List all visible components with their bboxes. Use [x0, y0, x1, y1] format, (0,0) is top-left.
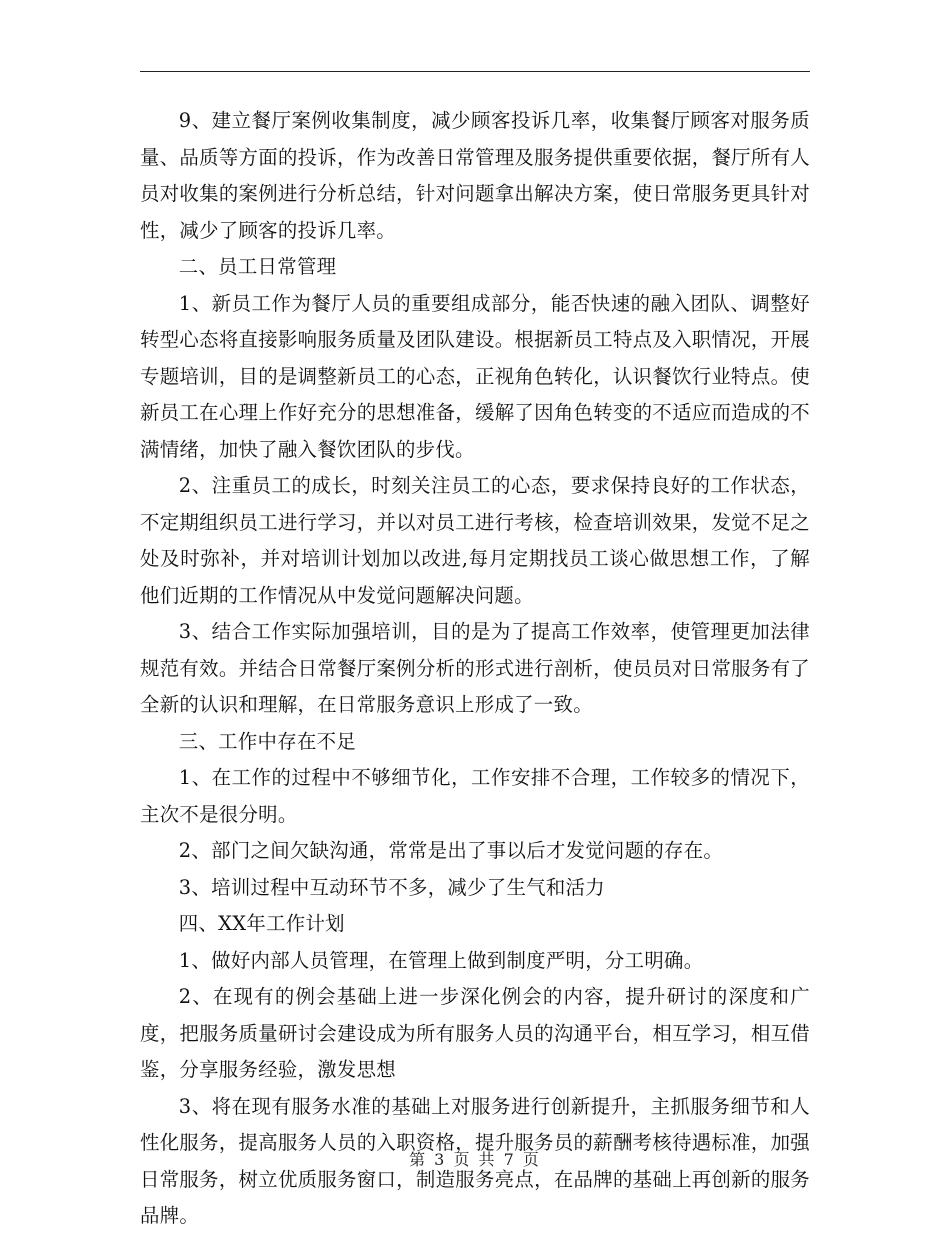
- paragraph-shortcoming-1: 1、在工作的过程中不够细节化，工作安排不合理，工作较多的情况下，主次不是很分明。: [140, 766, 810, 826]
- paragraph-staff-3: 3、结合工作实际加强培训，目的是为了提高工作效率，使管理更加法律规范有效。并结合日常餐厅案例分析的形式进行剖析，使员员对日常服务有了全新的认识和理解，在日常服务意识上形成了一致。: [140, 620, 810, 716]
- paragraph-plan-3: 3、将在现有服务水准的基础上对服务进行创新提升，主抓服务细节和人性化服务，提高服务人员的入职资格，提升服务员的薪酬考核待遇标准，加强日常服务，树立优质服务窗口，制造服务亮点，在品牌的基础上再创新的服务品牌。: [140, 1094, 810, 1227]
- paragraph-staff-1: 1、新员工作为餐厅人员的重要组成部分，能否快速的融入团队、调整好转型心态将直接影响服务质量及团队建设。根据新员工特点及入职情况，开展专题培训，目的是调整新员工的心态，正视角色转化，认识餐饮行业特点。使新员工在心理上作好充分的思想准备，缓解了因角色转变的不适应而造成的不满情绪，加快了融入餐饮团队的步伐。: [140, 291, 810, 461]
- section-heading-shortcomings: 三、工作中存在不足: [178, 729, 357, 753]
- paragraph-shortcoming-3: 3、培训过程中互动环节不多，减少了生气和活力: [178, 875, 605, 899]
- section-heading-staff-management: 二、员工日常管理: [178, 255, 337, 278]
- page-footer: 第 3 页 共 7 页: [409, 1150, 541, 1169]
- document-body: [140, 103, 810, 1235]
- paragraph-item-9: 9、建立餐厅案例收集制度，减少顾客投诉几率，收集餐厅顾客对服务质量、品质等方面的投诉，作为改善日常管理及服务提供重要依据，餐厅所有人员对收集的案例进行分析总结，针对问题拿出解决方案，使日常服务更具针对性，减少了顾客的投诉几率。: [140, 109, 810, 242]
- paragraph-staff-2: 2、注重员工的成长，时刻关注员工的心态，要求保持良好的工作状态，不定期组织员工进行学习，并以对员工进行考核，检查培训效果，发觉不足之处及时弥补，并对培训计划加以改进,每月定期找员工谈心做思想工作，了解他们近期的工作情况从中发觉问题解决问题。: [140, 474, 810, 607]
- section-heading-work-plan: 四、XX年工作计划: [178, 912, 345, 935]
- paragraph-plan-1: 1、做好内部人员管理，在管理上做到制度严明，分工明确。: [178, 948, 704, 972]
- header-rule: [140, 71, 810, 72]
- paragraph-plan-2: 2、在现有的例会基础上进一步深化例会的内容，提升研讨的深度和广度，把服务质量研讨会建设成为所有服务人员的沟通平台，相互学习，相互借鉴，分享服务经验，激发思想: [140, 985, 810, 1081]
- paragraph-shortcoming-2: 2、部门之间欠缺沟通，常常是出了事以后才发觉问题的存在。: [178, 839, 724, 862]
